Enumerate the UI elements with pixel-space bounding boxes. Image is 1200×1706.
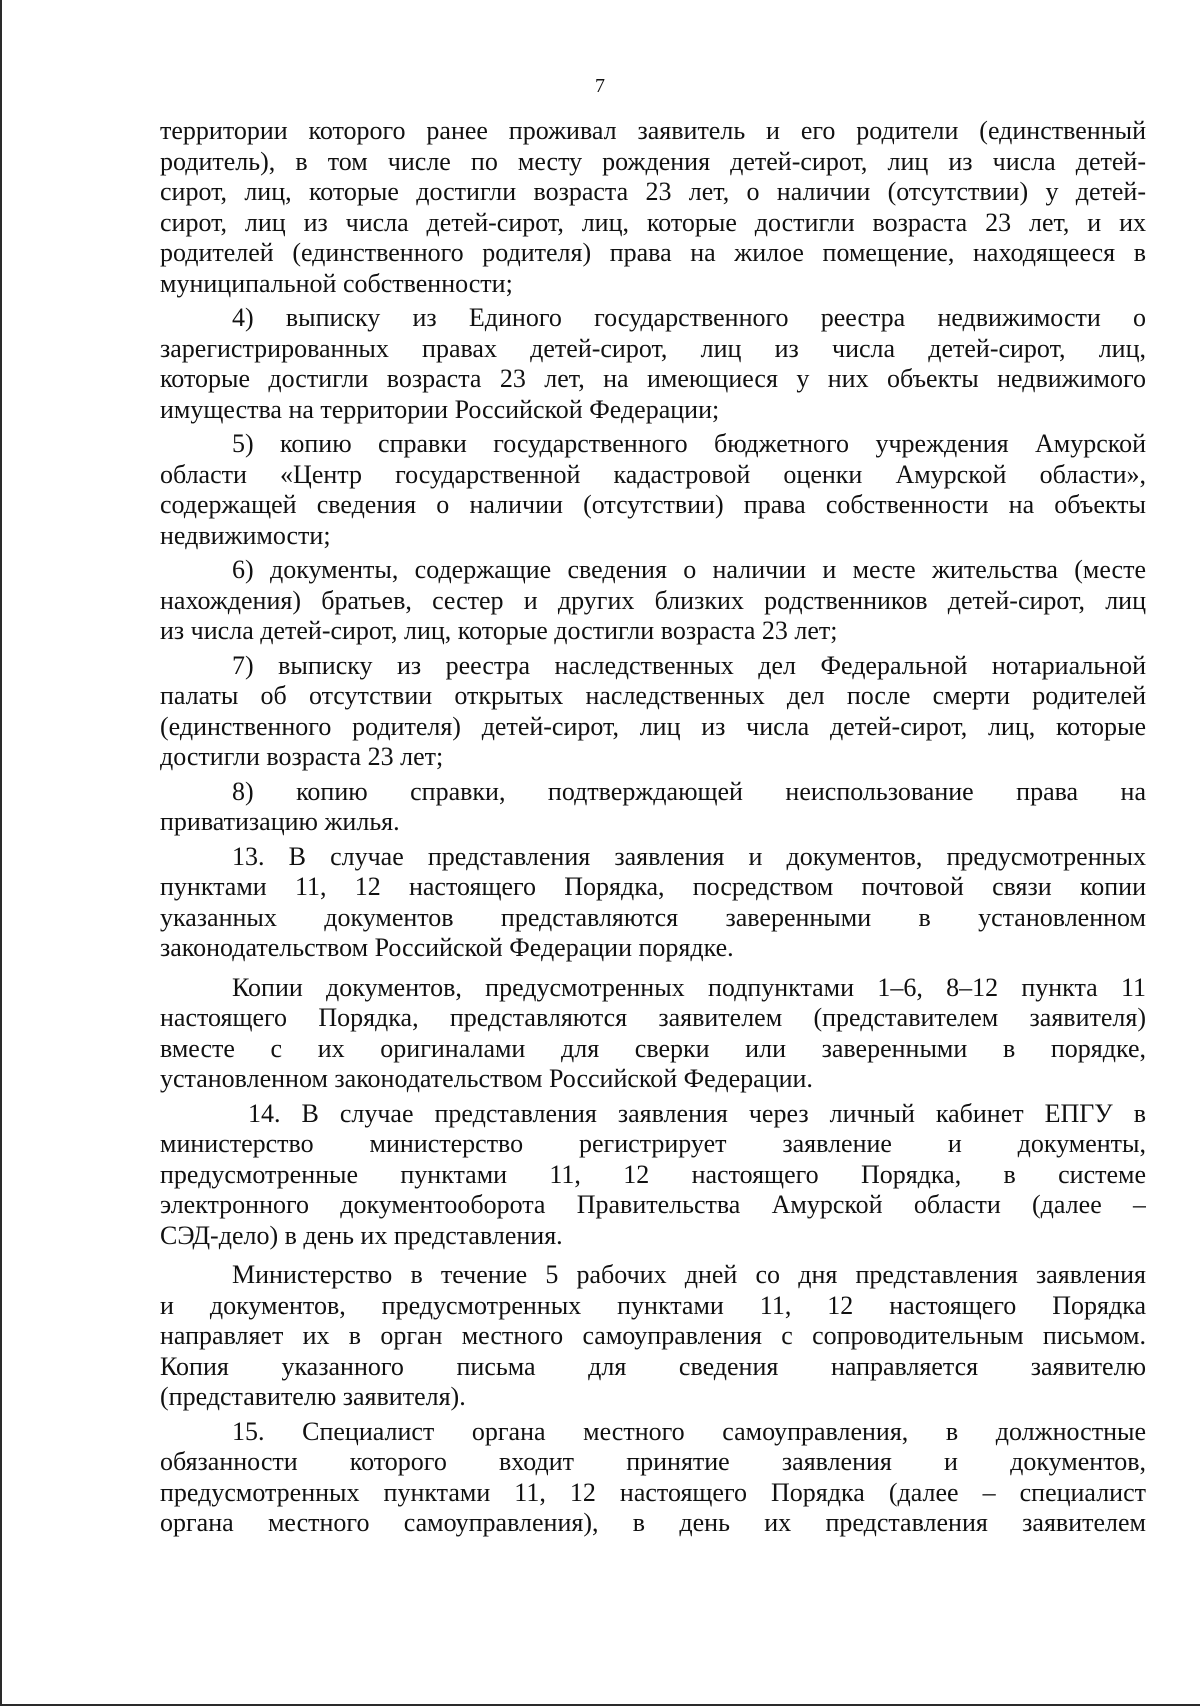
text-line: территории которого ранее проживал заявитель и его родители (единственный [160,116,1146,145]
text-line: предусмотренных пунктами 11, 12 настоящего Порядка (далее – специалист [160,1477,1146,1507]
text-line: и документов, предусмотренных пунктами 11, 12 настоящего Порядка [160,1290,1146,1320]
text-line: Министерство в течение 5 рабочих дней со дня представления заявления [232,1260,1146,1289]
text-line: органа местного самоуправления), в день их представления заявителем [160,1508,1146,1537]
text-line: 7) выписку из реестра наследственных дел Федеральной нотариальной [232,650,1146,680]
page-number: 7 [595,75,605,97]
text-line: имущества на территории Российской Федерации; [160,394,720,424]
text-line: 8) копию справки, подтверждающей неиспользование права на [232,776,1146,806]
text-line: нахождения) братьев, сестер и других близких родственников детей-сирот, лиц [160,585,1146,615]
text-line: которые достигли возраста 23 лет, на имеющиеся у них объекты недвижимого [160,364,1146,393]
text-line: палаты об отсутствии открытых наследственных дел после смерти родителей [160,681,1146,710]
text-line: сирот, лиц из числа детей-сирот, лиц, которые достигли возраста 23 лет, и их [160,207,1146,237]
text-line: 4) выписку из Единого государственного реестра недвижимости о [232,303,1146,332]
text-line: 5) копию справки государственного бюджетного учреждения Амурской [232,429,1146,458]
text-line: родителей (единственного родителя) права на жилое помещение, находящееся в [160,238,1146,267]
text-line: зарегистрированных правах детей-сирот, лиц из числа детей-сирот, лиц, [160,333,1146,363]
text-line: 13. В случае представления заявления и документов, предусмотренных [232,841,1146,871]
text-line: 6) документы, содержащие сведения о наличии и месте жительства (месте [232,555,1146,584]
text-line: 15. Специалист органа местного самоуправления, в должностные [232,1416,1146,1446]
text-line: 14. В случае представления заявления через личный кабинет ЕПГУ в [248,1098,1146,1128]
text-line: приватизацию жилья. [160,807,400,836]
text-line: сирот, лиц, которые достигли возраста 23 лет, о наличии (отсутствии) у детей- [160,177,1146,206]
text-line: Копии документов, предусмотренных подпунктами 1–6, 8–12 пункта 11 [232,972,1146,1002]
text-line: министерство министерство регистрирует заявление и документы, [160,1129,1146,1158]
document-body [160,116,1146,1539]
text-line: из числа детей-сирот, лиц, которые достигли возраста 23 лет; [160,616,838,645]
text-line: Копия указанного письма для сведения направляется заявителю [160,1351,1146,1381]
text-line: законодательством Российской Федерации порядке. [160,933,734,962]
text-line: направляет их в орган местного самоуправления с сопроводительным письмом. [160,1321,1146,1350]
scan-left-edge [0,0,2,1706]
text-line: настоящего Порядка, представляются заявителем (представителем заявителя) [160,1003,1146,1032]
text-line: содержащей сведения о наличии (отсутствии) права собственности на объекты [160,490,1146,519]
text-line: установленном законодательством Российской Федерации. [160,1064,813,1093]
text-line: области «Центр государственной кадастровой оценки Амурской области», [160,459,1146,489]
text-line: указанных документов представляются заверенными в установленном [160,902,1146,932]
text-line: (единственного родителя) детей-сирот, лиц из числа детей-сирот, лиц, которые [160,711,1146,741]
text-line: электронного документооборота Правительства Амурской области (далее – [160,1190,1146,1219]
text-line: (представителю заявителя). [160,1382,466,1411]
text-line: предусмотренные пунктами 11, 12 настоящего Порядка, в системе [160,1159,1146,1189]
text-line: обязанности которого входит принятие заявления и документов, [160,1447,1146,1476]
text-line: вместе с их оригиналами для сверки или заверенными в порядке, [160,1033,1146,1063]
text-line: недвижимости; [160,520,331,550]
text-line: достигли возраста 23 лет; [160,742,444,771]
text-line: муниципальной собственности; [160,268,513,298]
text-line: СЭД-дело) в день их представления. [160,1220,563,1250]
text-line: пунктами 11, 12 настоящего Порядка, посредством почтовой связи копии [160,872,1146,901]
text-line: родитель), в том числе по месту рождения детей-сирот, лиц из числа детей- [160,146,1146,176]
